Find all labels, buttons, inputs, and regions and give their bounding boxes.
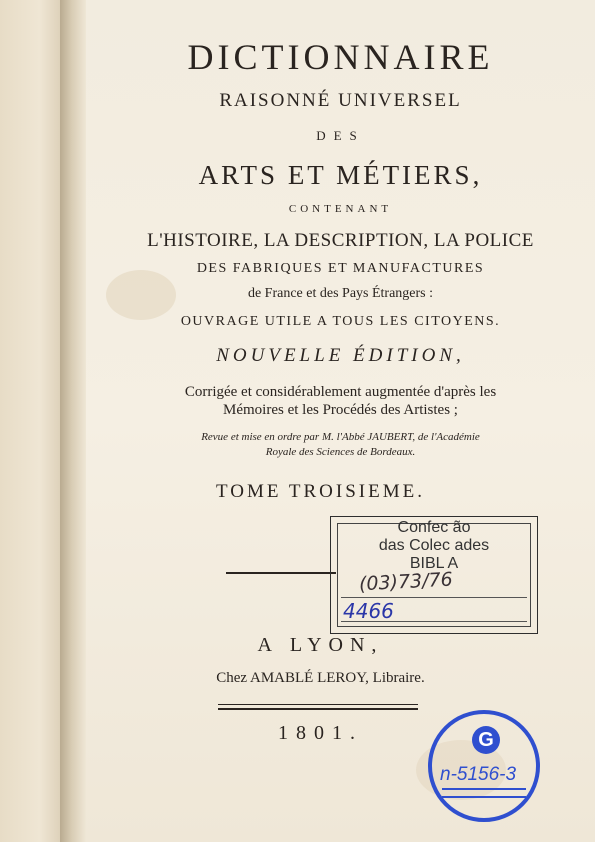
title-raisonne-universel: RAISONNÉ UNIVERSEL [219, 90, 462, 111]
place-label: A LYON, [257, 634, 384, 656]
subtitle-fabriques: DES FABRIQUES ET MANUFACTURES [196, 261, 485, 276]
stamp-ruled-line [341, 597, 527, 598]
subtitle-contenant: CONTENANT [288, 203, 393, 215]
edition-note-1: Corrigée et considérablement augmentée d'après les [184, 384, 497, 400]
subtitle-france: de France et des Pays Étrangers : [247, 286, 434, 301]
blue-round-stamp [428, 710, 540, 822]
publisher-label: Chez AMABLÉ LEROY, Libraire. [216, 670, 425, 686]
editor-note-2: Royale des Sciences de Bordeaux. [265, 446, 416, 458]
subtitle-histoire: L'HISTOIRE, LA DESCRIPTION, LA POLICE [147, 230, 534, 251]
year-label: 1801. [278, 722, 363, 744]
double-rule-bottom [218, 708, 418, 710]
stamp-underline [442, 796, 526, 798]
edition-note-2: Mémoires et les Procédés des Artistes ; [223, 402, 458, 418]
stamp-line-1: Confec ão [397, 519, 471, 536]
book-gutter [60, 0, 86, 842]
title-des: DES [316, 128, 365, 143]
double-rule-top [218, 704, 418, 705]
edition-label: NOUVELLE ÉDITION, [216, 345, 465, 366]
stamp-line-2: das Colec ades [378, 537, 490, 554]
stamp-number: n-5156-3 [440, 764, 517, 785]
editor-note-1: Revue et mise en ordre par M. l'Abbé JAUBERT, de l'Académie [201, 431, 480, 443]
volume-label: TOME TROISIEME. [216, 481, 425, 502]
subtitle-ouvrage: OUVRAGE UTILE A TOUS LES CITOYENS. [180, 314, 501, 329]
left-page-edge [0, 0, 66, 842]
library-collection-stamp [330, 516, 538, 634]
stamp-underline [442, 788, 526, 790]
handwritten-inventory-number: 4466 [343, 599, 394, 623]
stamp-line-3: BIBL A [409, 555, 459, 572]
handwritten-shelf-mark: (03)73/76 [358, 568, 454, 596]
title-page [86, 0, 595, 842]
title-arts-et-metiers: ARTS ET MÉTIERS, [198, 160, 483, 190]
stamp-g-badge: G [472, 726, 500, 754]
title-dictionnaire: DICTIONNAIRE [187, 37, 494, 77]
divider-rule [226, 572, 336, 574]
